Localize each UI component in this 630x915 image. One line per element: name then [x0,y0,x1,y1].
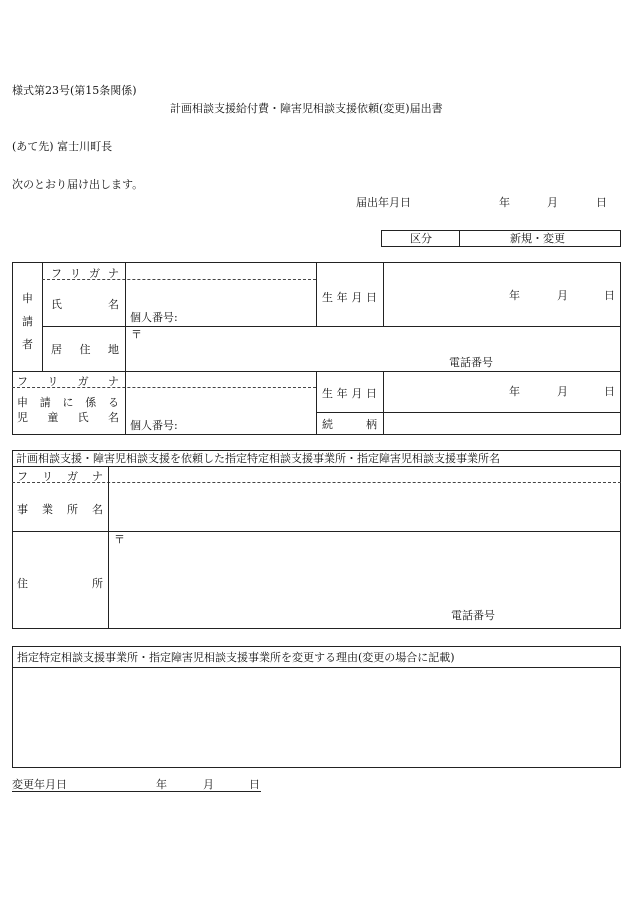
applicant-address-label: 居 住 地 [51,343,119,356]
office-header: 計画相談支援・障害児相談支援を依頼した指定特定相談支援事業所・指定障害児相談支援事業所名 [16,452,500,465]
applicant-my-number-label: 個人番号: [130,311,178,324]
applicant-group-char: 申 [22,292,33,305]
notify-month: 月 [547,196,558,209]
child-furigana-label: フ リ ガ ナ [17,375,119,388]
office-phone-label: 電話番号 [451,609,495,622]
child-label-line2: 児 童 氏 名 [17,411,119,424]
child-label-line1: 申 請 に 係 る [17,396,119,409]
applicant-birth-year: 年 [509,289,520,302]
reason-header: 指定特定相談支援事業所・指定障害児相談支援事業所を変更する理由(変更の場合に記載) [17,651,455,664]
applicant-name-input[interactable] [126,280,315,310]
category-value[interactable]: 新規・変更 [510,232,565,245]
change-date-label: 変更年月日 [12,778,67,791]
child-name-input[interactable] [126,388,315,418]
child-relation-input[interactable] [384,413,620,434]
change-day: 日 [249,778,260,791]
reason-input[interactable] [13,668,620,767]
office-name-input[interactable] [109,483,620,530]
form-title: 計画相談支援給付費・障害児相談支援依頼(変更)届出書 [170,102,443,115]
applicant-postal-mark: 〒 [131,328,142,341]
form-number: 様式第23号(第15条関係) [12,84,137,97]
child-furigana-input[interactable] [126,372,315,386]
office-furigana-label: フ リ ガ ナ [17,470,103,483]
change-month: 月 [203,778,214,791]
applicant-furigana-label: フ リ ガ ナ [51,267,119,280]
child-my-number-label: 個人番号: [130,419,178,432]
child-birth-year: 年 [509,385,520,398]
applicant-phone-label: 電話番号 [449,356,493,369]
addressee: (あて先) 富士川町長 [12,140,113,153]
notify-day: 日 [596,196,607,209]
change-date-underline [12,791,261,792]
applicant-group-char: 者 [22,338,33,351]
office-address-label: 住 所 [17,577,103,590]
applicant-furigana-input[interactable] [126,263,315,278]
office-furigana-input[interactable] [109,467,620,481]
intro-text: 次のとおり届け出します。 [12,178,144,191]
category-label: 区分 [410,232,432,245]
child-birth-label: 生 年 月 日 [322,387,377,400]
applicant-birth-day: 日 [604,289,615,302]
notify-date-label: 届出年月日 [356,196,411,209]
applicant-birth-label: 生 年 月 日 [322,291,377,304]
notify-year: 年 [499,196,510,209]
office-name-label: 事 業 所 名 [17,503,103,516]
applicant-group-char: 請 [22,315,33,328]
child-relation-label: 続 柄 [322,418,377,431]
applicant-name-label: 氏 名 [51,298,119,311]
child-birth-month: 月 [557,385,568,398]
applicant-birth-month: 月 [557,289,568,302]
change-year: 年 [156,778,167,791]
child-birth-day: 日 [604,385,615,398]
office-postal-mark: 〒 [114,533,125,546]
